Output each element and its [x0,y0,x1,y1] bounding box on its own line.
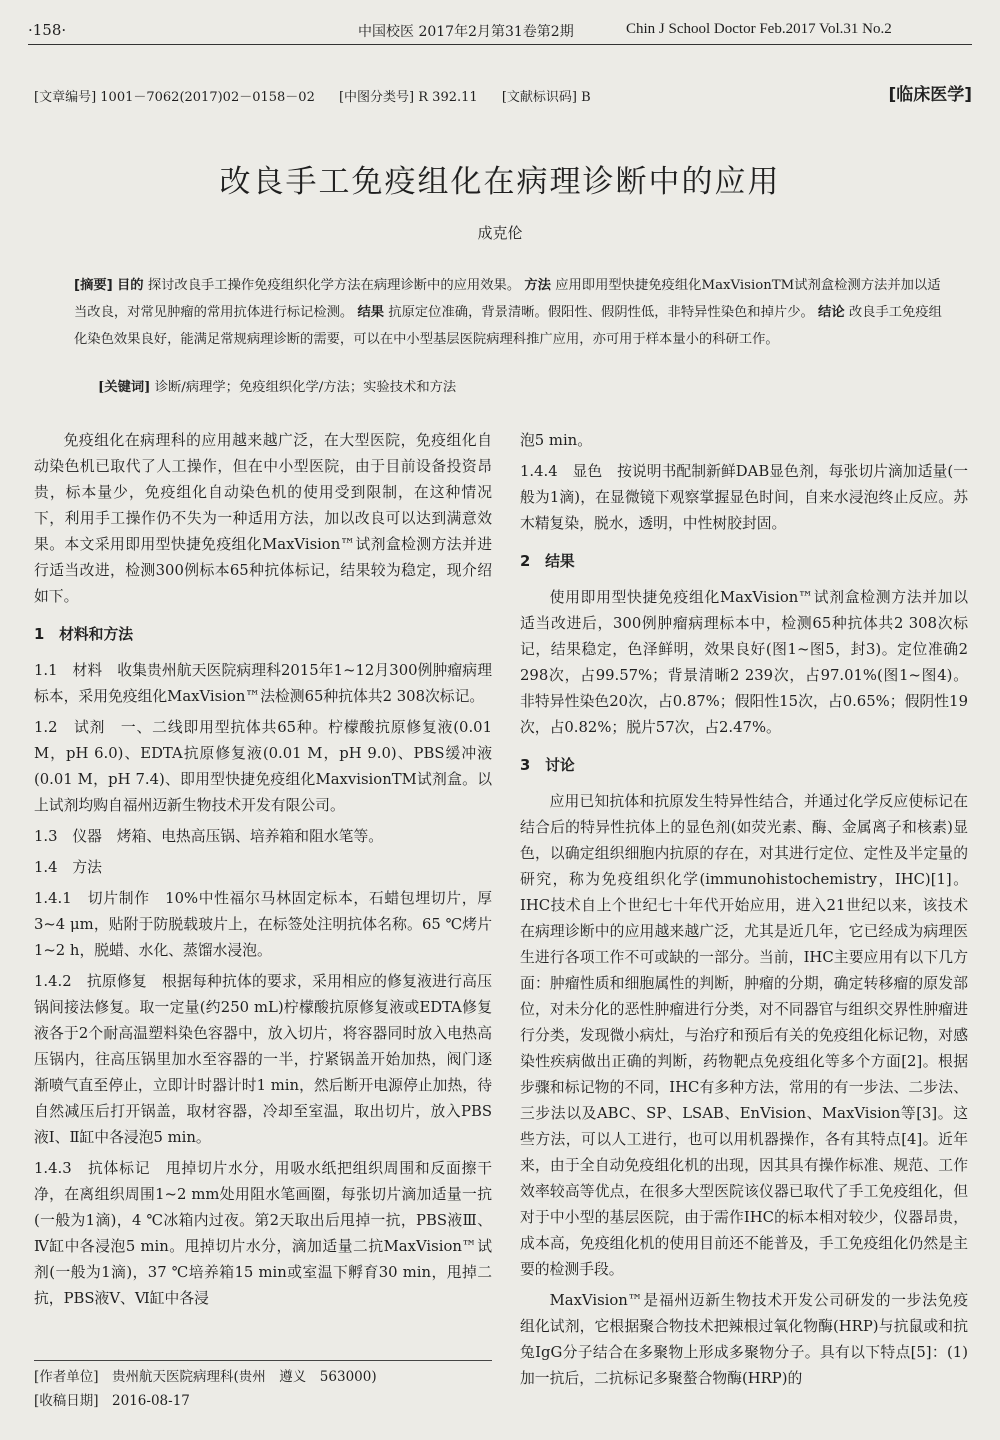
para-1-1: 1.1 材料 收集贵州航天医院病理科2015年1~12月300例肿瘤病理标本，采用免疫组化MaxVision™法检测65种抗体共2 308次标记。 [34,662,492,705]
result-label: 结果 [357,305,385,320]
left-column [34,428,492,1317]
conclusion-text: 改良手工免疫组化染色效果良好，能满足常规病理诊断的需要，可以在中小型基层医院病理科推广应用，亦可用于样本量小的科研工作。 [74,305,942,347]
keywords-text: 诊断/病理学；免疫组织化学/方法；实验技术和方法 [154,380,457,395]
purpose-label: 目的 [116,278,144,293]
received-date: [收稿日期] 2016-08-17 [34,1393,190,1409]
section-tag: [临床医学] [888,85,972,105]
keywords-label: [关键词] [98,380,151,395]
para-1-4-4: 1.4.4 显色 按说明书配制新鲜DAB显色剂，每张切片滴加适量(一般为1滴)，在显微镜下观察掌握显色时间，自来水浸泡终止反应。苏木精复染，脱水，透明，中性树胶封固。 [520,463,968,532]
keywords [98,376,943,395]
para-1-4-1: 1.4.1 切片制作 10%中性福尔马林固定标本，石蜡包埋切片，厚3~4 μm，贴附于防脱载玻片上，在标签处注明抗体名称。65 ℃烤片1~2 h，脱蜡、水化、蒸馏水浸泡。 [34,890,492,959]
conclusion-label: 结论 [818,305,845,320]
purpose-text: 探讨改良手工操作免疫组织化学方法在病理诊断中的应用效果。 [147,278,521,293]
heading-results: 2 结果 [520,553,575,570]
running-header [28,18,972,45]
method-text: 应用即用型快捷免疫组化MaxVisionTM试剂盒检测方法并加以适当改良，对常见肿瘤的常用抗体进行标记检测。 [74,278,941,320]
results-paragraph: 使用即用型快捷免疫组化MaxVision™试剂盒检测方法并加以适当改进后，300例肿瘤病理标本中，检测65种抗体共2 308次标记，结果稳定，色泽鲜明，效果良好(图1~图5，封3)。定位准确2 298次，占99.57%；背景清晰2 239次，占97.01%(图1~图4)。非特异性染色20次，占0.87%；假阳性15次，占0.65%；假阴性19次，占0.82%；脱片57次，占2.47%。 [520,589,968,736]
method-label: 方法 [524,278,551,293]
right-column [520,428,968,1397]
document-code: [文献标识码] B [501,90,591,105]
para-1-2: 1.2 试剂 一、二线即用型抗体共65种。柠檬酸抗原修复液(0.01 M，pH 6.0)、EDTA抗原修复液(0.01 M，pH 9.0)、PBS缓冲液(0.01 M，pH 7.4)、即用型快捷免疫组化MaxvisionTM试剂盒。以上试剂均购自福州迈新生物技术开发有限公司。 [34,719,492,814]
journal-name-en: Chin J School Doctor Feb.2017 Vol.31 No.2 [626,21,892,37]
intro-paragraph: 免疫组化在病理科的应用越来越广泛，在大型医院，免疫组化自动染色机已取代了人工操作，但在中小型医院，由于目前设备投资昂贵，标本量少，免疫组化自动染色机的使用受到限制，在这种情况下，利用手工操作仍不失为一种适用方法，加以改良可以达到满意效果。本文采用即用型快捷免疫组化MaxVision™试剂盒检测方法并进行适当改进，检测300例标本65种抗体标记，结果较为稳定，现介绍如下。 [34,432,492,605]
discussion-paragraph-2: MaxVision™是福州迈新生物技术开发公司研发的一步法免疫组化试剂，它根据聚合物技术把辣根过氧化物酶(HRP)与抗鼠或和抗兔IgG分子结合在多聚物上形成多聚物分子。具有以下特点[5]：(1)加一抗后，二抗标记多聚螯合物酶(HRP)的 [520,1292,968,1387]
article-footer [34,1360,492,1413]
author: 成克伦 [477,224,523,242]
abstract-label: [摘要] [74,278,113,293]
para-1-4-3: 1.4.3 抗体标记 甩掉切片水分，用吸水纸把组织周围和反面擦干净，在离组织周围1~2 mm处用阻水笔画圈，每张切片滴加适量一抗(一般为1滴)，4 ℃冰箱内过夜。第2天取出后甩掉一抗，PBS液Ⅲ、Ⅳ缸中各浸泡5 min。甩掉切片水分，滴加适量二抗MaxVision™试剂(一般为1滴)，37 ℃培养箱15 min或室温下孵育30 min，甩掉二抗，PBS液Ⅴ、Ⅵ缸中各浸 [34,1160,492,1307]
abstract [74,272,944,353]
heading-discussion: 3 讨论 [520,757,575,774]
para-continued: 泡5 min。 [520,432,593,449]
article-metadata [34,86,974,105]
article-number: [文章编号] 1001－7062(2017)02－0158－02 [34,90,315,105]
article-title: 改良手工免疫组化在病理诊断中的应用 [219,164,781,200]
heading-materials-methods: 1 材料和方法 [34,626,134,643]
para-1-4-2: 1.4.2 抗原修复 根据每种抗体的要求，采用相应的修复液进行高压锅间接法修复。取一定量(约250 mL)柠檬酸抗原修复液或EDTA修复液各于2个耐高温塑料染色容器中，放入切片，将容器同时放入电热高压锅内，往高压锅里加水至容器的一半，拧紧锅盖开始加热，阀门逐渐喷气直至停止，立即计时器计时1 min，然后断开电源停止加热，待自然减压后打开锅盖，取材容器，冷却至室温，取出切片，放入PBS液Ⅰ、Ⅱ缸中各浸泡5 min。 [34,973,492,1146]
result-text: 抗原定位准确，背景清晰。假阳性、假阴性低，非特异性染色和掉片少。 [388,305,814,320]
clc-number: [中图分类号] R 392.11 [338,90,478,105]
para-1-4: 1.4 方法 [34,859,102,876]
discussion-paragraph-1: 应用已知抗体和抗原发生特异性结合，并通过化学反应使标记在结合后的特异性抗体上的显色剂(如荧光素、酶、金属离子和核素)显色，以确定组织细胞内抗原的存在，对其进行定位、定性及半定量的研究，称为免疫组织化学(immunohistochemistry，IHC)[1]。IHC技术自上个世纪七十年代开始应用，进入21世纪以来，该技术在病理诊断中的应用越来越广泛，尤其是近几年，它已经成为病理医生进行各项工作不可或缺的一部分。当前，IHC主要应用有以下几方面：肿瘤性质和细胞属性的判断，肿瘤的分期，确定转移瘤的原发部位，对未分化的恶性肿瘤进行分类，对不同器官与组织交界性肿瘤进行分类，发现微小病灶，与治疗和预后有关的免疫组化标记物，对感染性疾病做出正确的判断，药物靶点免疫组化等多个方面[2]。根据步骤和标记物的不同，IHC有多种方法，常用的有一步法、二步法、三步法以及ABC、SP、LSAB、EnVision、MaxVision等[3]。这些方法，可以人工进行，也可以用机器操作，各有其特点[4]。近年来，由于全自动免疫组化机的出现，因其具有操作标准、规范、工作效率较高等优点，在很多大型医院该仪器已取代了手工免疫组化，但对于中小型的基层医院，由于需作IHC的标本相对较少，仪器昂贵，成本高，免疫组化机的使用目前还不能普及，手工免疫组化仍然是主要的检测手段。 [520,793,968,1278]
para-1-3: 1.3 仪器 烤箱、电热高压锅、培养箱和阻水笔等。 [34,828,384,845]
journal-name-cn: 中国校医 2017年2月第31卷第2期 [358,24,574,40]
author-affiliation: [作者单位] 贵州航天医院病理科(贵州 遵义 563000) [34,1369,377,1385]
page-number: ·158· [28,21,67,39]
